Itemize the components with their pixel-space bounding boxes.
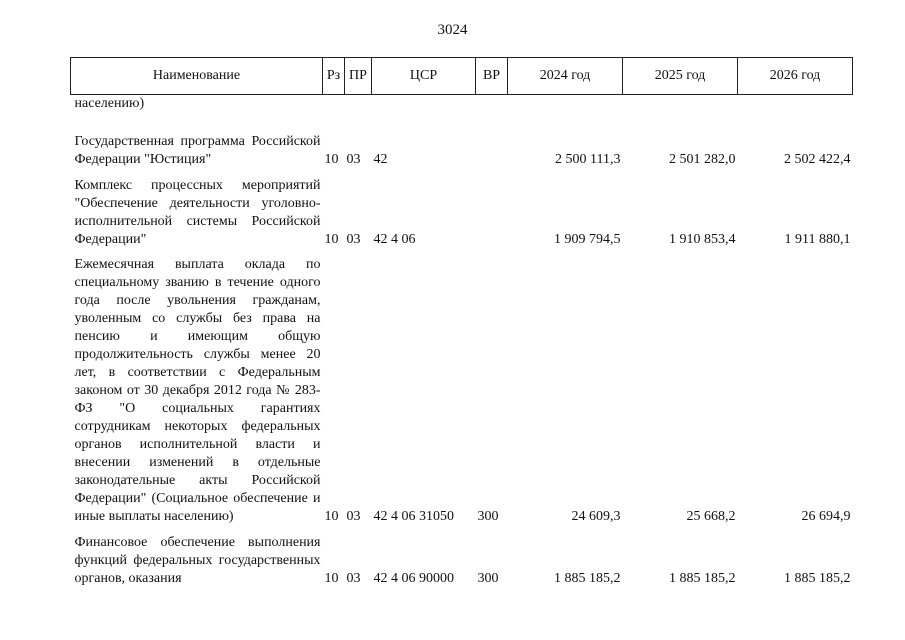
- row-rz: [323, 95, 345, 114]
- row-2025: [623, 95, 738, 114]
- column-header-2025: 2025 год: [623, 58, 738, 95]
- row-vr: 300: [477, 571, 499, 586]
- row-csr: 42 4 06 31050: [373, 509, 454, 524]
- row-name: населению): [74, 96, 145, 111]
- column-header-csr: ЦСР: [372, 58, 476, 95]
- row-2025: 1 910 853,4: [669, 232, 736, 247]
- column-header-rz: Рз: [323, 58, 345, 95]
- row-2024: 1 909 794,5: [554, 232, 621, 247]
- table-header: [71, 58, 853, 95]
- table-row: [71, 256, 853, 526]
- page-number: 3024: [437, 22, 468, 38]
- row-pr: [345, 95, 372, 114]
- row-pr: 03: [346, 152, 361, 167]
- row-2025: 2 501 282,0: [669, 152, 736, 167]
- budget-table: [70, 57, 853, 588]
- row-pr: 03: [346, 509, 361, 524]
- row-name: Комплекс процессных мероприятий "Обеспечение деятельности уголовно-исполнительной системы Российской Федерации": [74, 178, 321, 247]
- row-2025: 25 668,2: [686, 509, 736, 524]
- row-2026: 2 502 422,4: [784, 152, 851, 167]
- row-csr: 42 4 06: [373, 232, 416, 247]
- row-csr: 42 4 06 90000: [373, 571, 454, 586]
- row-name: Финансовое обеспечение выполнения функций федеральных государственных органов, оказания: [74, 535, 321, 586]
- row-name: Ежемесячная выплата оклада по специальному званию в течение одного года после увольнения гражданам, уволенным со службы без права на пенсию и имеющим общую продолжительность службы менее 20 лет, в соответствии с Федеральным законом от 30 декабря 2012 года № 283-ФЗ "О социальных гарантиях сотрудникам некоторых федеральных органов исполнительной власти и внесении изменений в отдельные законодательные акты Российской Федерации" (Социальное обеспечение и иные выплаты населению): [74, 257, 321, 524]
- row-csr: 42: [373, 152, 388, 167]
- row-vr: [476, 133, 508, 169]
- row-2026: 1 911 880,1: [784, 232, 851, 247]
- row-vr: 300: [477, 509, 499, 524]
- table-row: [71, 177, 853, 249]
- row-2024: 24 609,3: [571, 509, 621, 524]
- column-header-2026: 2026 год: [738, 58, 853, 95]
- row-vr: [476, 95, 508, 114]
- row-2024: 2 500 111,3: [555, 152, 621, 167]
- row-2024: [508, 95, 623, 114]
- column-header-vr: ВР: [476, 58, 508, 95]
- row-2026: 1 885 185,2: [784, 571, 851, 586]
- column-header-2024: 2024 год: [508, 58, 623, 95]
- row-vr: [476, 177, 508, 249]
- row-rz: 10: [324, 232, 339, 247]
- row-csr: [372, 95, 476, 114]
- row-2024: 1 885 185,2: [554, 571, 621, 586]
- row-name: Государственная программа Российской Федерации "Юстиция": [74, 134, 321, 167]
- row-rz: 10: [324, 571, 339, 586]
- row-2026: [738, 95, 853, 114]
- column-header-name: Наименование: [71, 58, 323, 95]
- table-row: [71, 95, 853, 114]
- row-2026: 26 694,9: [801, 509, 851, 524]
- row-rz: 10: [324, 509, 339, 524]
- column-header-pr: ПР: [345, 58, 372, 95]
- table-row: [71, 133, 853, 169]
- row-pr: 03: [346, 571, 361, 586]
- row-rz: 10: [324, 152, 339, 167]
- row-2025: 1 885 185,2: [669, 571, 736, 586]
- row-pr: 03: [346, 232, 361, 247]
- table-row: [71, 534, 853, 588]
